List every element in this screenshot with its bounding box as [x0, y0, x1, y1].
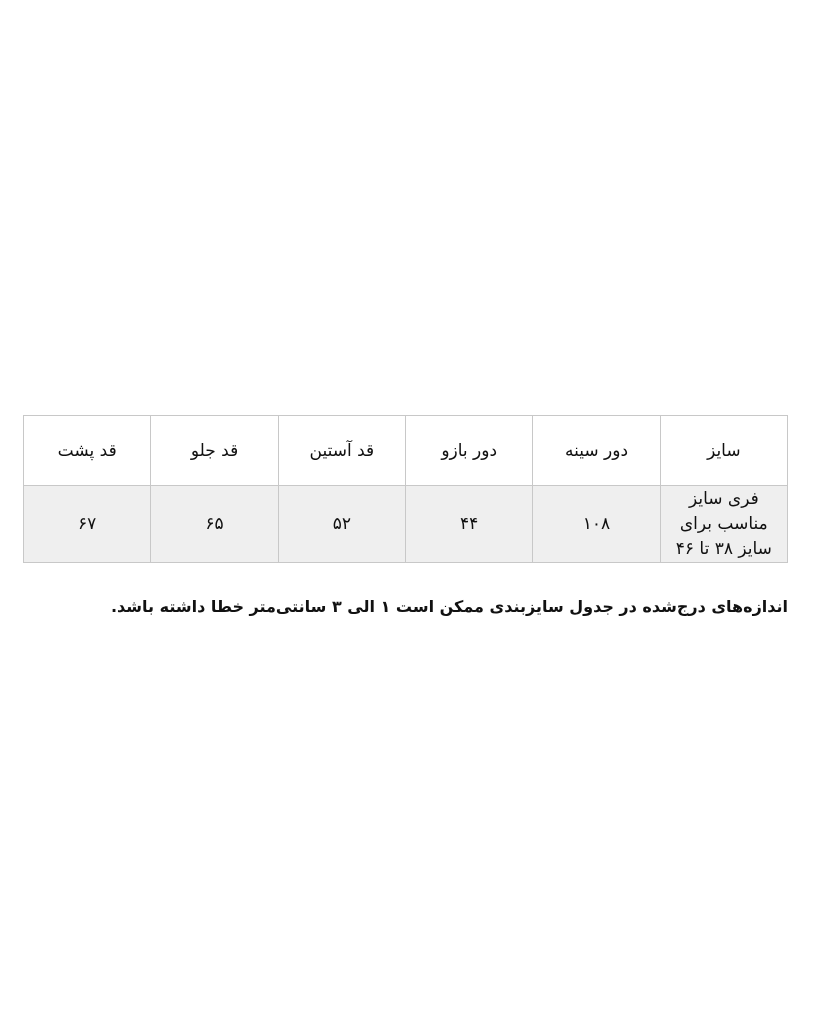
cell-size — [660, 486, 787, 563]
cell-front-length: ۶۵ — [151, 486, 278, 563]
cell-chest: ۱۰۸ — [533, 486, 660, 563]
cell-sleeve-length: ۵۲ — [278, 486, 405, 563]
cell-arm: ۴۴ — [406, 486, 533, 563]
size-line-2: مناسب برای — [679, 513, 768, 534]
table-row — [24, 486, 788, 563]
header-size: سایز — [660, 416, 787, 486]
header-arm: دور بازو — [406, 416, 533, 486]
table-header-row — [24, 416, 788, 486]
cell-back-length: ۶۷ — [24, 486, 151, 563]
header-sleeve-length: قد آستین — [278, 416, 405, 486]
size-line-1: فری سایز — [688, 488, 759, 509]
size-table — [23, 415, 788, 563]
size-line-3: سایز ۳۸ تا ۴۶ — [675, 538, 772, 559]
header-back-length: قد پشت — [24, 416, 151, 486]
header-chest: دور سینه — [533, 416, 660, 486]
measurement-note: اندازه‌های درج‌شده در جدول سایزبندی ممکن است ۱ الی ۳ سانتی‌متر خطا داشته باشد. — [110, 597, 788, 616]
header-front-length: قد جلو — [151, 416, 278, 486]
